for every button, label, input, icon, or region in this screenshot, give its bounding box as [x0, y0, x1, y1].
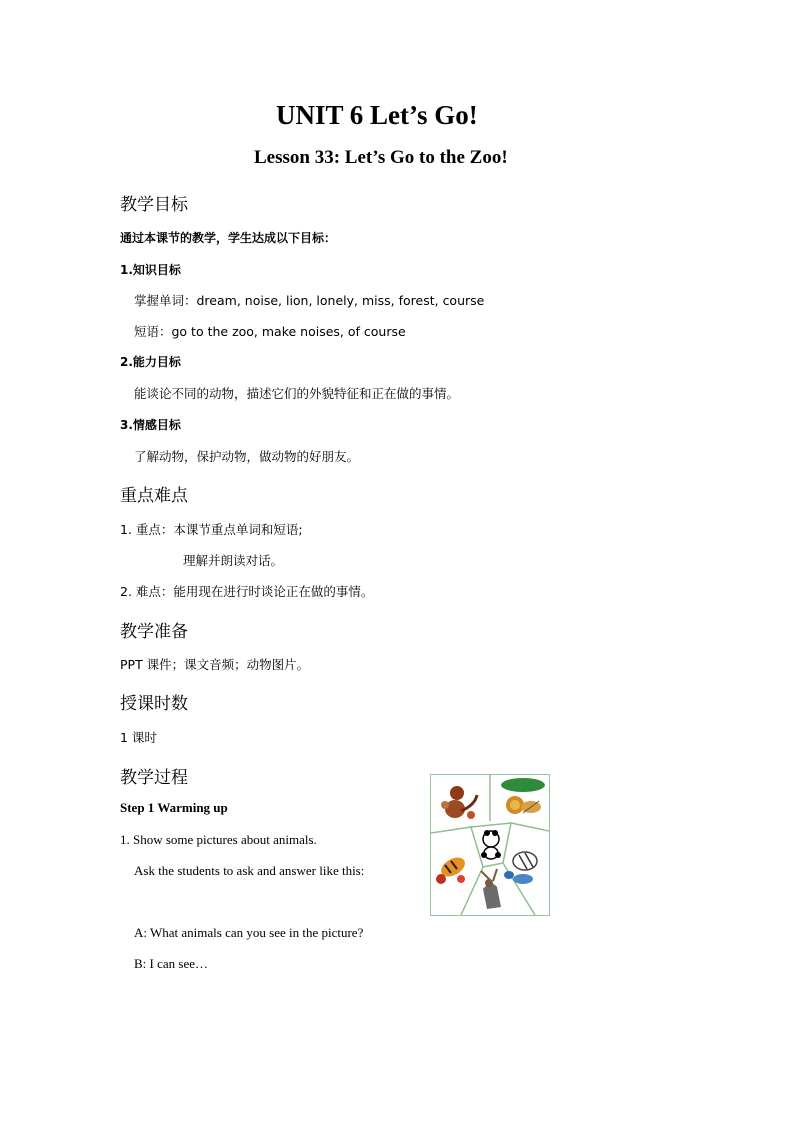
panda-icon	[481, 830, 501, 859]
preparation-text: PPT 课件；课文音频；动物图片。	[120, 657, 310, 672]
process-heading: 教学过程	[120, 768, 188, 788]
monkey-icon	[441, 786, 477, 819]
knowledge-heading: 1.知识目标	[120, 263, 181, 277]
knowledge-phrases: 短语：go to the zoo, make noises, of course	[134, 324, 406, 339]
kangaroo-icon	[481, 869, 501, 909]
zoo-animals-image	[430, 774, 550, 916]
emotion-text: 了解动物，保护动物，做动物的好朋友。	[134, 449, 360, 464]
key-point-1: 1. 重点：本课节重点单词和短语;	[120, 522, 303, 537]
unit-title: UNIT 6 Let’s Go!	[276, 100, 478, 130]
class-hours-text: 1 课时	[120, 730, 157, 745]
objectives-intro: 通过本课节的教学，学生达成以下目标：	[120, 231, 337, 245]
step-1-heading: Step 1 Warming up	[120, 800, 228, 815]
ability-heading: 2.能力目标	[120, 355, 181, 369]
objectives-heading: 教学目标	[120, 195, 188, 215]
lesson-title: Lesson 33: Let’s Go to the Zoo!	[254, 147, 508, 168]
dialog-line-b: B: I can see…	[134, 956, 209, 971]
zebra-icon	[504, 852, 537, 884]
step-1-item-1: 1. Show some pictures about animals.	[120, 832, 317, 847]
preparation-heading: 教学准备	[120, 622, 188, 642]
key-points-heading: 重点难点	[120, 486, 188, 506]
zoo-animals-collage-icon	[431, 775, 549, 915]
step-1-item-1-detail: Ask the students to ask and answer like this:	[134, 863, 365, 878]
ability-text: 能谈论不同的动物，描述它们的外貌特征和正在做的事情。	[134, 386, 460, 401]
key-point-2: 2. 难点：能用现在进行时谈论正在做的事情。	[120, 584, 374, 599]
dialog-line-a: A: What animals can you see in the picture?	[134, 925, 364, 940]
tiger-icon	[436, 854, 468, 884]
key-point-1-cont: 理解并朗读对话。	[183, 553, 284, 568]
emotion-heading: 3.情感目标	[120, 418, 181, 432]
class-hours-heading: 授课时数	[120, 694, 188, 714]
lion-icon	[501, 778, 545, 814]
knowledge-words: 掌握单词：dream, noise, lion, lonely, miss, forest, course	[134, 293, 485, 308]
